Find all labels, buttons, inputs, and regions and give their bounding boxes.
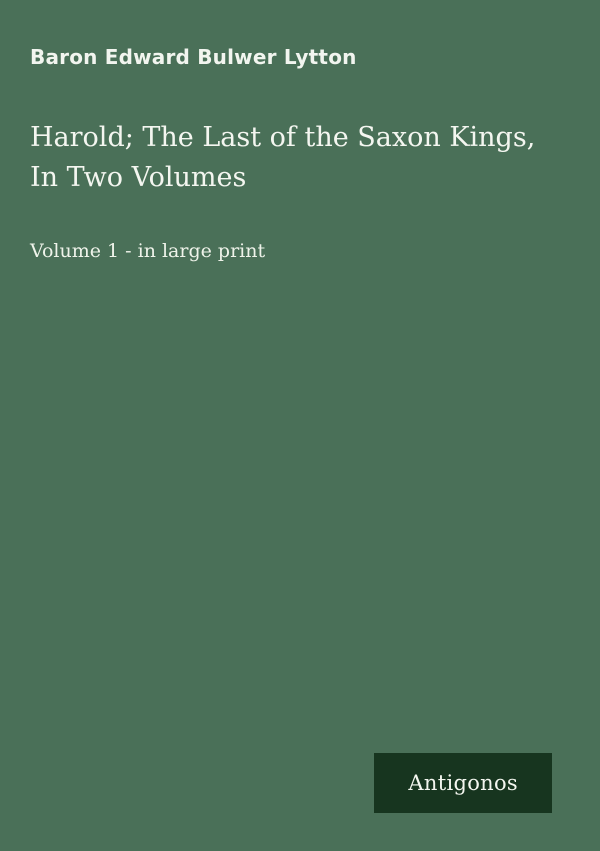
cover-text-block [30, 44, 570, 265]
book-title: Harold; The Last of the Saxon Kings, In Two Volumes [30, 122, 536, 193]
book-subtitle: Volume 1 - in large print [30, 239, 266, 262]
author-name: Baron Edward Bulwer Lytton [30, 45, 357, 69]
publisher-badge: Antigonos [374, 753, 552, 813]
